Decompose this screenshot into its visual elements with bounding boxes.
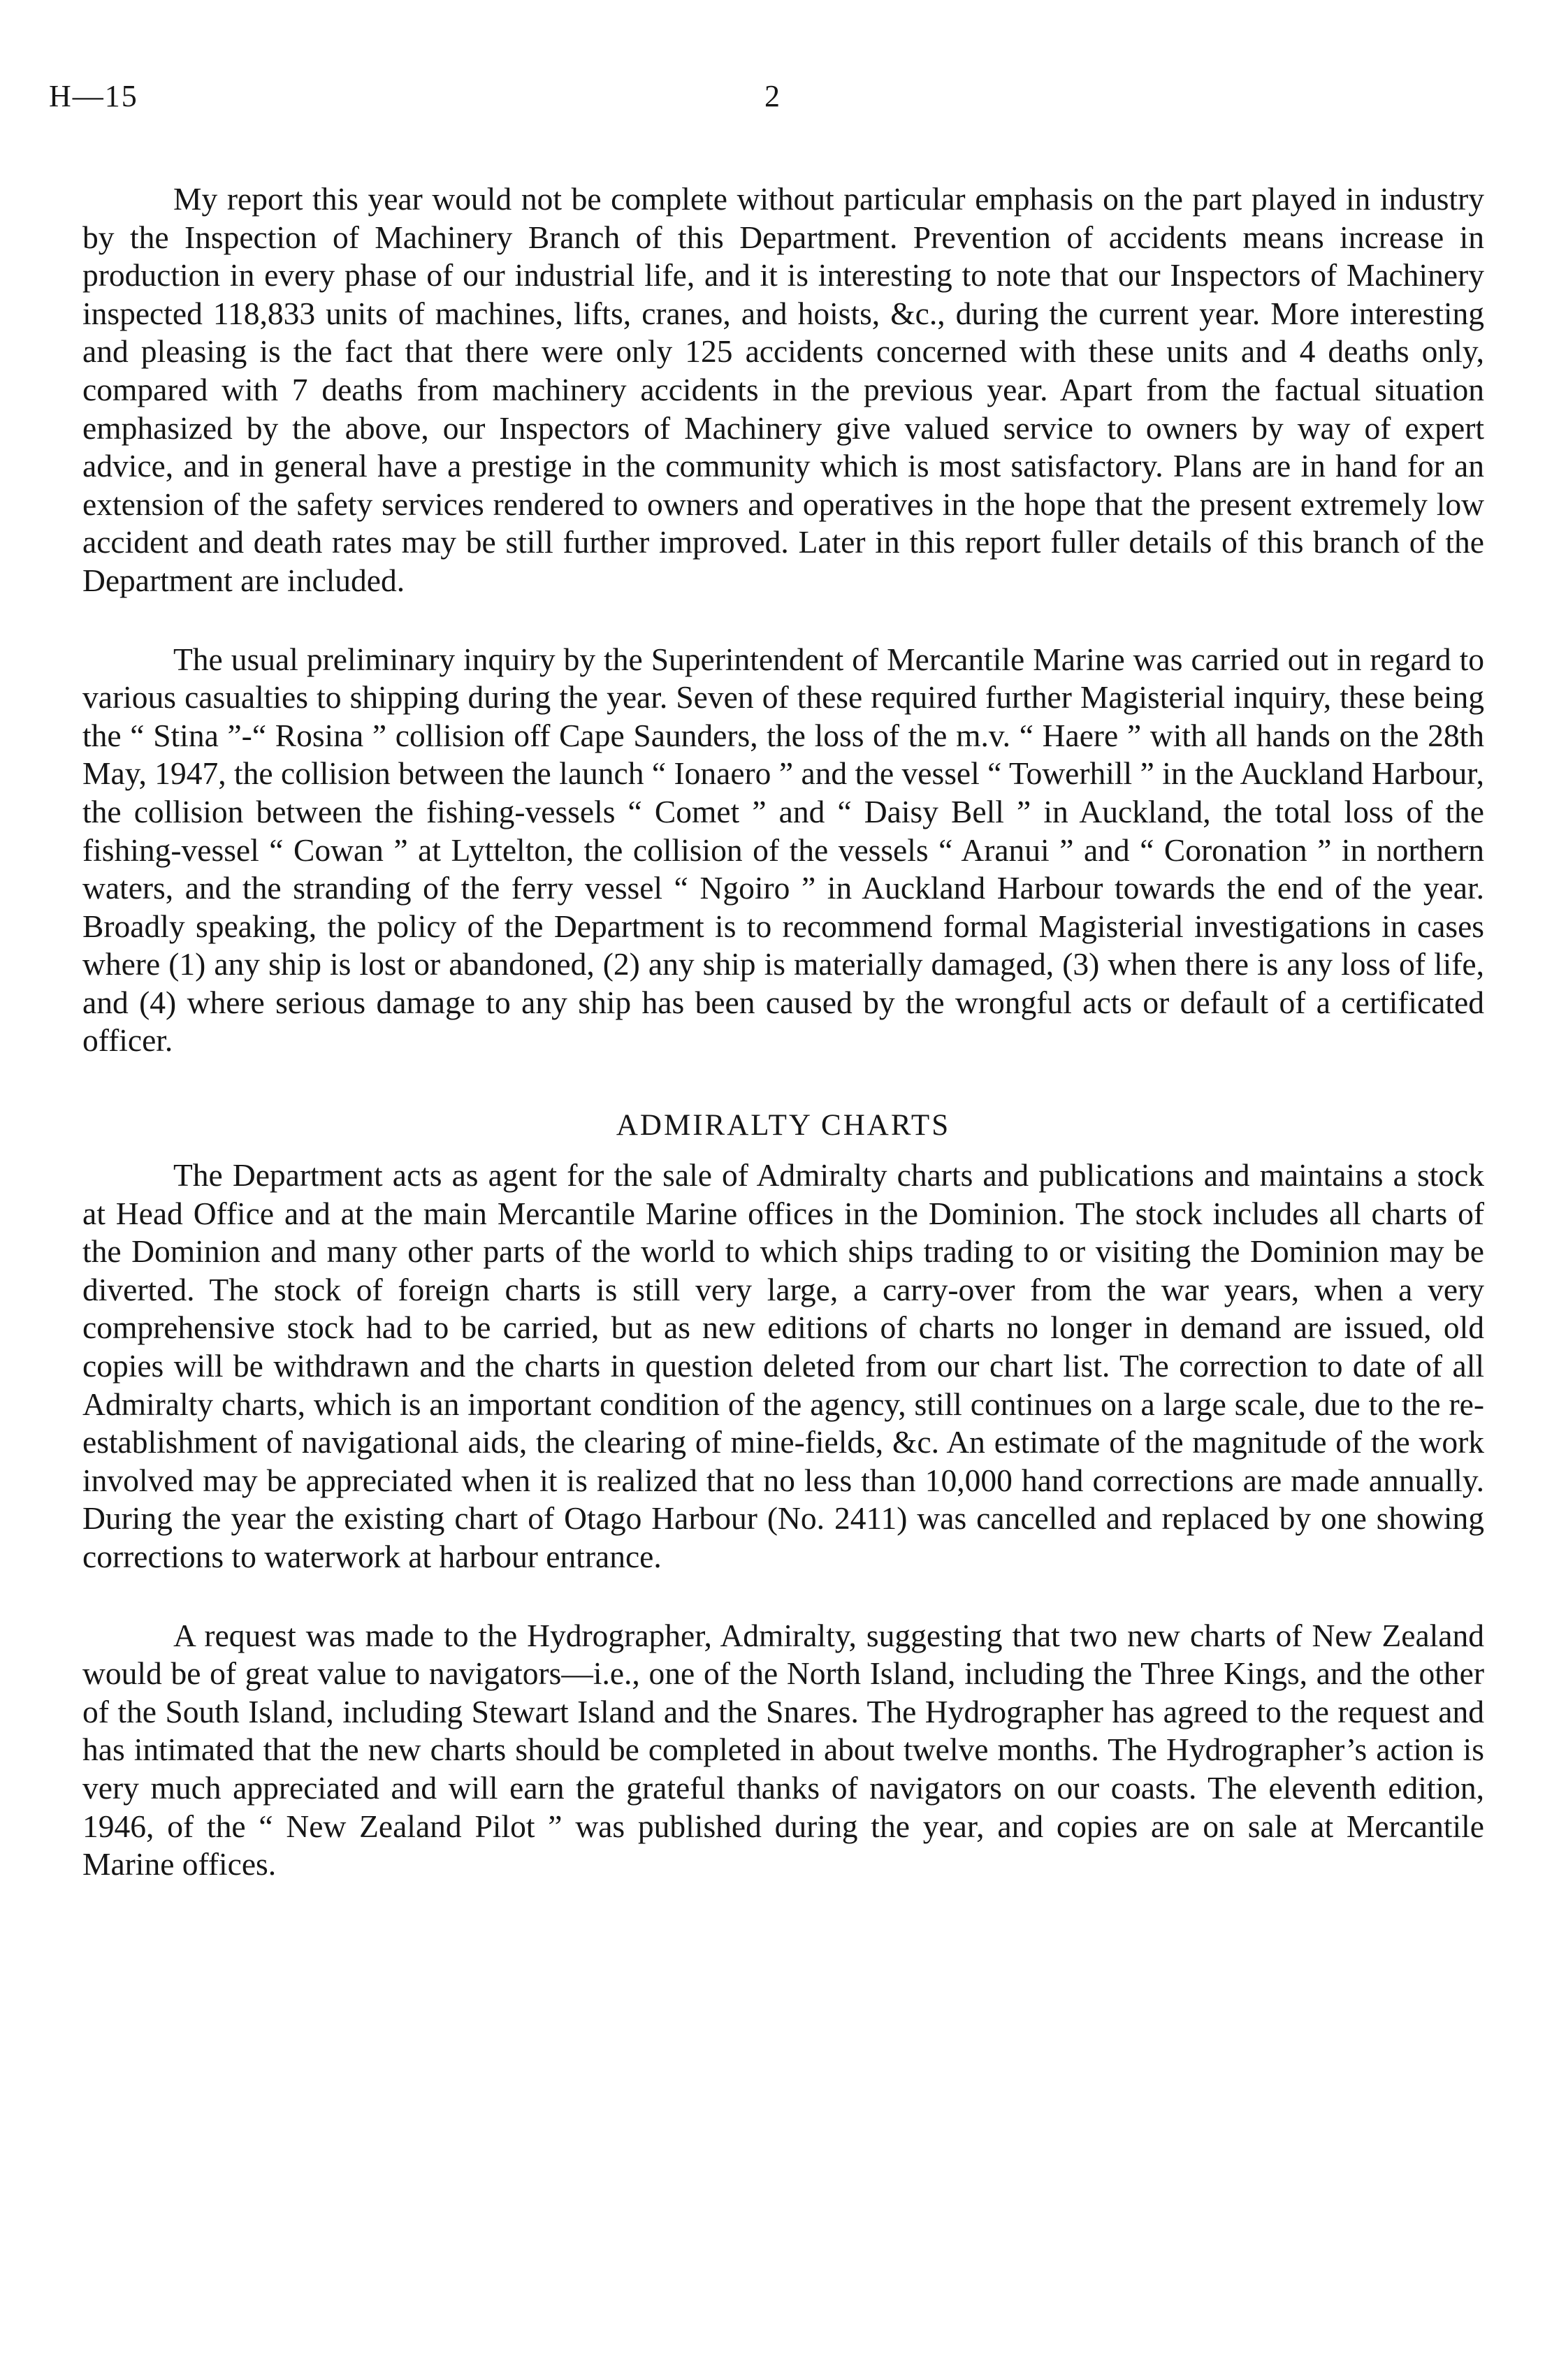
page-body: [82, 180, 1484, 1924]
paragraph-machinery-inspection: My report this year would not be complete without particular emphasis on the part played in industry by the Inspection of Machinery Branch of this Department. Prevention of accidents means increase in production in every phase of our industrial life, and it is interesting to note that our Inspectors of Machinery inspected 118,833 units of machines, lifts, cranes, and hoists, &c., during the current year. More interesting and pleasing is the fact that there were only 125 accidents concerned with these units and 4 deaths only, compared with 7 deaths from machinery accidents in the previous year. Apart from the factual situation emphasized by the above, our Inspectors of Machinery give valued service to owners by way of expert advice, and in general have a prestige in the community which is most satisfactory. Plans are in hand for an extension of the safety services rendered to owners and operatives in the hope that the present extremely low accident and death rates may be still further improved. Later in this report fuller details of this branch of the Department are included.: [82, 181, 1484, 598]
paragraph-shipping-casualties: The usual preliminary inquiry by the Superintendent of Mercantile Marine was carried out in regard to various casualties to shipping during the year. Seven of these required further Magisterial inquiry, these being the “ Stina ”-“ Rosina ” collision off Cape Saunders, the loss of the m.v. “ Haere ” with all hands on the 28th May, 1947, the collision between the launch “ Ionaero ” and the vessel “ Towerhill ” in the Auckland Harbour, the collision between the fishing-vessels “ Comet ” and “ Daisy Bell ” in Auckland, the total loss of the fishing-vessel “ Cowan ” at Lyttelton, the collision of the vessels “ Aranui ” and “ Coronation ” in northern waters, and the stranding of the ferry vessel “ Ngoiro ” in Auckland Harbour towards the end of the year. Broadly speaking, the policy of the Department is to recommend formal Magisterial investigations in cases where (1) any ship is lost or abandoned, (2) any ship is materially damaged, (3) when there is any loss of life, and (4) where serious damage to any ship has been caused by the wrongful acts or default of a certificated officer.: [82, 641, 1484, 1059]
section-heading-admiralty-charts: ADMIRALTY CHARTS: [616, 1109, 951, 1142]
page-header: [49, 78, 1495, 134]
paragraph-chart-agency: The Department acts as agent for the sale of Admiralty charts and publications and maintains a stock at Head Office and at the main Mercantile Marine offices in the Dominion. The stock includes all charts of the Dominion and many other parts of the world to which ships trading to or visiting the Dominion may be diverted. The stock of foreign charts is still very large, a carry-over from the war years, when a very comprehensive stock had to be carried, but as new editions of charts no longer in demand are issued, old copies will be withdrawn and the charts in question deleted from our chart list. The correction to date of all Admiralty charts, which is an important condition of the agency, still continues on a large scale, due to the re-establishment of navigational aids, the clearing of mine-fields, &c. An estimate of the magnitude of the work involved may be appreciated when it is realized that no less than 10,000 hand corrections are made annually. During the year the existing chart of Otago Harbour (No. 2411) was cancelled and replaced by one showing corrections to waterwork at harbour entrance.: [82, 1157, 1484, 1574]
page-number: 2: [764, 79, 780, 113]
paragraph-hydrographer-request: A request was made to the Hydrographer, Admiralty, suggesting that two new charts of New Zealand would be of great value to navigators—i.e., one of the North Island, including the Three Kings, and the other of the South Island, including Stewart Island and the Snares. The Hydrographer has agreed to the request and has intimated that the new charts should be completed in about twelve months. The Hydrographer’s action is very much appreciated and will earn the grateful thanks of navigators on our coasts. The eleventh edition, 1946, of the “ New Zealand Pilot ” was published during the year, and copies are on sale at Mercantile Marine offices.: [82, 1617, 1484, 1882]
document-reference: H—15: [49, 79, 138, 113]
